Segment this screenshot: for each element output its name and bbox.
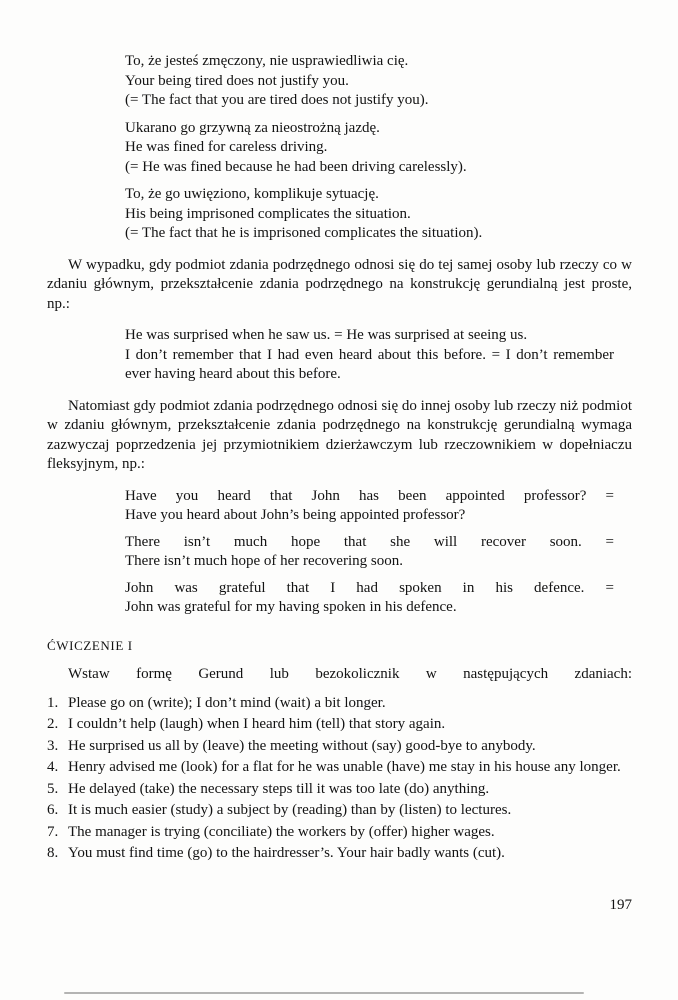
exercise-item-7 — [47, 823, 632, 843]
page-content — [47, 52, 632, 866]
example-group-3 — [125, 185, 614, 244]
exercise-item-3 — [47, 737, 632, 757]
item-number: 5. — [47, 780, 59, 797]
example-block-mid — [125, 326, 614, 385]
example-sentence: He was surprised when he saw us. = He was surprised at seeing us. — [125, 327, 528, 343]
example-line-source: Have you heard that John has been appointed professor? = — [125, 487, 614, 504]
example-line-transformed: John was grateful for my having spoken in his defence. — [125, 599, 457, 615]
item-number: 7. — [47, 823, 59, 840]
example-block-pairs — [125, 487, 614, 618]
exercise-item-1 — [47, 694, 632, 714]
example-pair-3 — [125, 579, 614, 618]
item-text: He surprised us all by (leave) the meeting without (say) good-bye to anybody. — [68, 737, 536, 754]
item-text: The manager is trying (conciliate) the workers by (offer) higher wages. — [68, 823, 495, 840]
item-number: 1. — [47, 694, 59, 711]
exercise-item-6 — [47, 801, 632, 821]
exercise-item-8 — [47, 844, 632, 864]
item-text: I couldn’t help (laugh) when I heard him (tell) that story again. — [68, 716, 446, 732]
example-line-english: Your being tired does not justify you. — [125, 72, 349, 89]
item-text: He delayed (take) the necessary steps till it was too late (do) anything. — [68, 780, 490, 797]
example-line-paraphrase: (= The fact that you are tired does not justify you). — [125, 92, 429, 108]
example-line-polish: To, że jesteś zmęczony, nie usprawiedliwia cię. — [125, 53, 409, 69]
example-line-english: He was fined for careless driving. — [125, 139, 328, 155]
page-number: 197 — [609, 897, 632, 913]
example-block-top — [125, 52, 614, 244]
example-line-english: His being imprisoned complicates the situation. — [125, 205, 411, 222]
item-text: It is much easier (study) a subject by (reading) than by (listen) to lectures. — [68, 802, 512, 818]
item-text: You must find time (go) to the hairdresser’s. Your hair badly wants (cut). — [68, 845, 505, 861]
example-pair-2 — [125, 533, 614, 572]
example-line-polish: To, że go uwięziono, komplikuje sytuację. — [125, 186, 379, 202]
item-text: Henry advised me (look) for a flat for he was unable (have) me stay in his house any longer. — [68, 759, 621, 775]
exercise-item-5 — [47, 780, 632, 800]
example-sentence: I don’t remember that I had even heard about this before. = I don’t remember ever having heard about this before. — [125, 346, 614, 382]
example-line-paraphrase: (= He was fined because he had been driving carelessly). — [125, 158, 467, 175]
item-number: 6. — [47, 802, 59, 818]
example-line-source: John was grateful that I had spoken in his defence. = — [125, 579, 614, 596]
example-line-transformed: Have you heard about John’s being appointed professor? — [125, 507, 466, 523]
paragraph-same-subject: W wypadku, gdy podmiot zdania podrzędnego odnosi się do tej samej osoby lub rzeczy co w zdaniu głównym, przekształcenie zdania podrzędnego na konstrukcję gerundialną jest proste, np.: — [47, 256, 632, 312]
example-line-paraphrase: (= The fact that he is imprisoned complicates the situation). — [125, 225, 483, 241]
example-pair-1 — [125, 487, 614, 526]
example-line-transformed: There isn’t much hope of her recovering soon. — [125, 553, 403, 569]
exercise-intro: Wstaw formę Gerund lub bezokolicznik w następujących zdaniach: — [68, 666, 632, 682]
example-group-2 — [125, 119, 614, 178]
item-number: 3. — [47, 737, 59, 754]
scan-artifact-line — [64, 992, 584, 994]
item-text: Please go on (write); I don’t mind (wait) a bit longer. — [68, 694, 386, 711]
example-group-1 — [125, 52, 614, 111]
exercise-heading: ĆWICZENIE I — [47, 637, 133, 653]
exercise-list — [47, 694, 632, 864]
exercise-item-2 — [47, 715, 632, 735]
item-number: 4. — [47, 759, 59, 775]
item-number: 2. — [47, 716, 59, 732]
paragraph-different-subject: Natomiast gdy podmiot zdania podrzędnego odnosi się do innej osoby lub rzeczy niż podmiot w zdaniu głównym, przekształcenie zdania podrzędnego na konstrukcję gerundialną wymaga zazwyczaj poprzedzenia jej przymiotnikiem dzierżawczym lub rzeczownikiem w dopełniaczu fleksyjnym, np.: — [47, 397, 632, 472]
example-line-polish: Ukarano go grzywną za nieostrożną jazdę. — [125, 119, 380, 136]
example-line-source: There isn’t much hope that she will recover soon. = — [125, 533, 614, 550]
exercise-item-4 — [47, 758, 632, 778]
item-number: 8. — [47, 845, 59, 861]
